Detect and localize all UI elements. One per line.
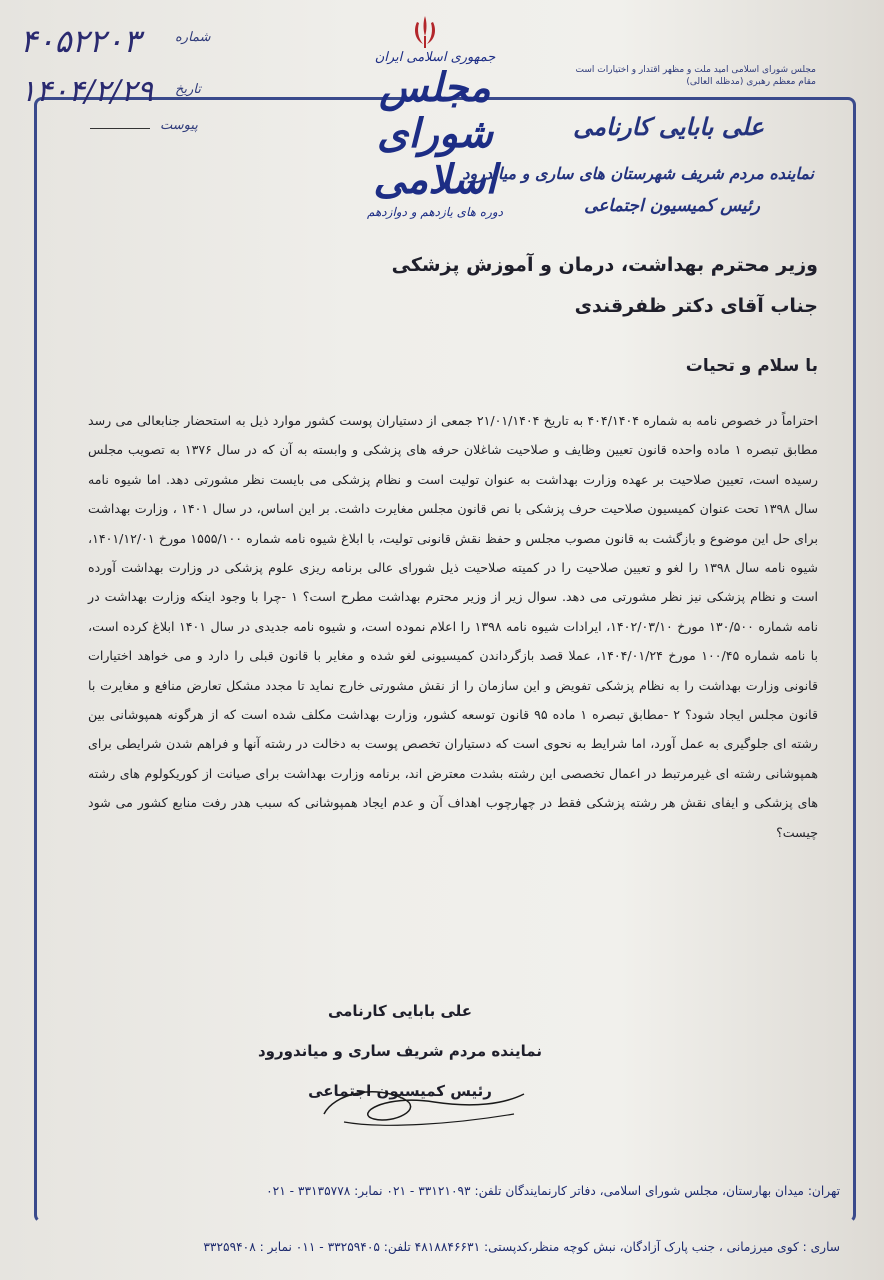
crest-republic: جمهوری اسلامی ایران [374,50,496,65]
footer-sari-address: ساری : کوی میرزمانی ، جنب پارک آزادگان، نبش کوچه منظر،کدپستی: ۴۸۱۸۸۴۶۶۳۱ تلفن: ۳۳۲۵۹۴۰۵ - ۰۱۱ نمابر : ۳۳۲۵۹۴۰۸ [203,1240,840,1254]
iran-emblem-icon [405,12,445,52]
registry-number-label: شماره [175,30,211,45]
registry-date-label: تاریخ [175,82,201,97]
signature-name: علی بابایی کارنامی [327,1002,473,1020]
registry-attach-label: پیوست [160,118,198,133]
sender-chair: رئیس کمیسیون اجتماعی [584,196,760,216]
registry-date: ۱۴۰۴/۲/۲۹ [20,74,154,109]
sender-representative: نماینده مردم شریف شهرستان های ساری و میاندرود [462,164,814,183]
crest-assembly: مجلس شورای اسلامی [373,64,497,203]
crest-term: دوره های یازدهم و دوازدهم [366,205,504,219]
sender-name: علی بابایی کارنامی [573,112,764,141]
addressee-name: جناب آقای دکتر ظفرقندی [574,295,818,317]
top-motto-line1: مجلس شورای اسلامی امید ملت و مظهر اقتدار و اختیارات است [575,65,816,75]
addressee-title: وزیر محترم بهداشت، درمان و آموزش پزشکی [391,254,818,276]
top-motto-line2: مقام معظم رهبری (مدظله العالی) [686,77,816,87]
signature-representative: نماینده مردم شریف ساری و میاندورود [257,1042,542,1060]
handwritten-signature-icon [314,1074,534,1134]
crest-block [340,50,530,219]
letter-body: احتراماً در خصوص نامه به شماره ۴۰۴/۱۴۰۴ به تاریخ ۲۱/۰۱/۱۴۰۴ جمعی از دستیاران پوست کشور موارد ذیل به استحضار جنابعالی می رسد مطابق تبصره ۱ ماده واحده قانون تعیین وظایف و صلاحیت شاغلان حرفه های پزشکی و وابسته به آن که در سال ۱۳۷۶ به تصویب مجلس رسیده است، تعیین صلاحیت بر عهده وزارت بهداشت به عنوان تولیت است و نظام پزشکی می بایست نظر مشورتی دهد. اما شیوه نامه سال ۱۳۹۸ تحت عنوان کمیسیون صلاحیت حرف پزشکی با نص قانون مجلس مغایرت داشت. بر این اساس، در سال ۱۴۰۱ ، وزارت بهداشت برای حل این موضوع و بازگشت به قانون مصوب مجلس و حفظ نقش قانونی تولیت، با ابلاغ شیوه نامه شماره ۱۵۵۵/۱۰۰ مورخ ۱۴۰۱/۱۲/۰۱، شیوه نامه سال ۱۳۹۸ را لغو و تعیین صلاحیت را در کمیته صلاحیت ذیل شورای عالی برنامه ریزی علوم پزشکی در وزارت بهداشت آورده است و نظام پزشکی نیز نظر مشورتی می دهد. سوال زیر از وزیر محترم بهداشت مطرح است؟ ۱ -چرا با وجود اینکه وزارت بهداشت در نامه شماره ۱۳۰/۵۰۰ مورخ ۱۴۰۲/۰۳/۱۰، ایرادات شیوه نامه ۱۳۹۸ را اعلام نموده است، و شیوه نامه جدیدی در سال ۱۴۰۱ ابلاغ کرده است، با نامه شماره ۱۰۰/۴۵ مورخ ۱۴۰۴/۰۱/۲۴، عملا قصد بازگرداندن کمیسیونی لغو شده و مغایر با قانون قبلی را دارد و می خواهد اختیارات قانونی وزارت بهداشت را به نظام پزشکی تفویض و این سازمان را از نقش مشورتی خارج نماید تا مجدد مشکل تعارض منافع و مغایرت با قانون مجلس ایجاد شود؟ ۲ -مطابق تبصره ۱ ماده ۹۵ قانون توسعه کشور، وزارت بهداشت مکلف شده است که از هرگونه همپوشانی بین رشته ای جلوگیری به عمل آورد، اما شرایط به نحوی است که دستیاران تخصص پوست به دخالت در رشته آنها و فراهم شدن شرایطی برای همپوشانی رشته ای غیرمرتبط در اعمال تخصصی این رشته بشدت معترض اند، برنامه وزارت بهداشت برای صیانت از کوریکولوم های رشته های پزشکی و ایفای نقش هر رشته پزشکی فقط در چهارچوب اهداف آن و عدم ایجاد همپوشانی که سبب هدر رفت منابع کشور می شود چیست؟ [88,413,819,840]
signature-chair: رئیس کمیسیون اجتماعی [308,1082,492,1100]
greeting: با سلام و تحیات [685,356,818,376]
registry-number: ۴۰۵۲۲۰۳ [20,22,141,60]
footer-tehran-address: تهران: میدان بهارستان، مجلس شورای اسلامی، دفاتر کارنمایندگان تلفن: ۳۳۱۲۱۰۹۳ - ۰۲۱ نمابر: ۳۳۱۳۵۷۷۸ - ۰۲۱ [266,1184,840,1198]
top-motto [556,64,816,88]
attach-line [90,128,150,129]
